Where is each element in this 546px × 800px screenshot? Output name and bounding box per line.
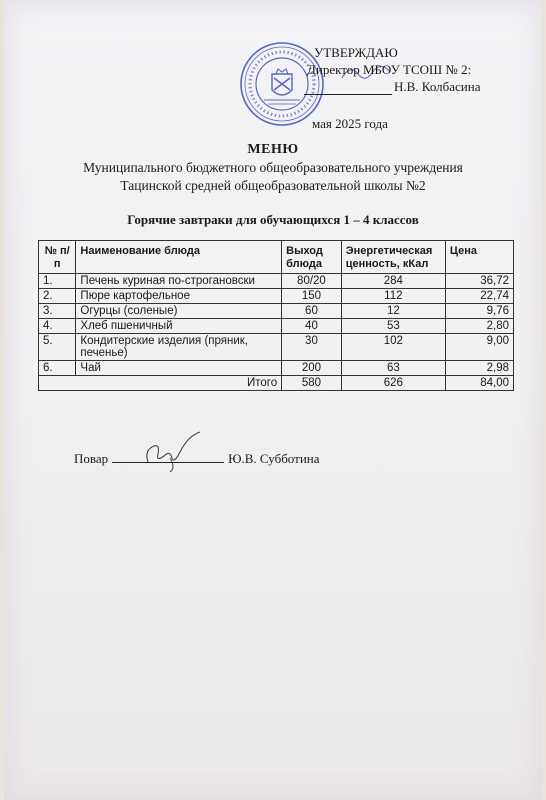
total-price: 84,00 bbox=[445, 376, 513, 391]
document-page bbox=[4, 0, 542, 800]
approval-position: Директор МБОУ ТСОШ № 2: bbox=[307, 62, 472, 77]
org-name-line-1: Муниципального бюджетного общеобразовательного учреждения bbox=[83, 160, 463, 175]
cook-signature-line bbox=[112, 450, 224, 463]
total-output: 580 bbox=[282, 376, 342, 391]
row-output: 30 bbox=[282, 334, 342, 361]
table-row bbox=[39, 319, 514, 334]
row-num: 6. bbox=[39, 361, 76, 376]
row-output: 40 bbox=[282, 319, 342, 334]
row-name: Печень куриная по-строгановски bbox=[76, 274, 282, 289]
row-energy: 284 bbox=[341, 274, 445, 289]
total-label: Итого bbox=[39, 376, 282, 391]
signature-underline bbox=[304, 94, 392, 95]
approval-date: мая 2025 года bbox=[312, 116, 388, 131]
row-price: 36,72 bbox=[445, 274, 513, 289]
table-row bbox=[39, 334, 514, 361]
header-price: Цена bbox=[445, 241, 513, 274]
table-row bbox=[39, 361, 514, 376]
table-row bbox=[39, 304, 514, 319]
header-num: № п/п bbox=[39, 241, 76, 274]
cook-signature-block bbox=[74, 450, 320, 467]
approval-block bbox=[304, 44, 524, 132]
row-price: 2,80 bbox=[445, 319, 513, 334]
table-row bbox=[39, 274, 514, 289]
row-num: 1. bbox=[39, 274, 76, 289]
cook-name: Ю.В. Субботина bbox=[228, 451, 320, 466]
row-name: Пюре картофельное bbox=[76, 289, 282, 304]
row-num: 2. bbox=[39, 289, 76, 304]
menu-table bbox=[38, 240, 514, 391]
row-price: 2,98 bbox=[445, 361, 513, 376]
row-price: 9,00 bbox=[445, 334, 513, 361]
row-output: 200 bbox=[282, 361, 342, 376]
row-output: 150 bbox=[282, 289, 342, 304]
approval-heading: УТВЕРЖДАЮ bbox=[314, 45, 398, 60]
row-output: 60 bbox=[282, 304, 342, 319]
header-name: Наименование блюда bbox=[76, 241, 282, 274]
row-price: 9,76 bbox=[445, 304, 513, 319]
header-energy: Энергетическая ценность, кКал bbox=[341, 241, 445, 274]
menu-subtitle: Горячие завтраки для обучающихся 1 – 4 классов bbox=[127, 212, 419, 227]
table-row bbox=[39, 289, 514, 304]
row-energy: 102 bbox=[341, 334, 445, 361]
cook-label: Повар bbox=[74, 451, 109, 466]
row-num: 3. bbox=[39, 304, 76, 319]
total-row bbox=[39, 376, 514, 391]
page-title: МЕНЮ bbox=[247, 142, 299, 157]
total-energy: 626 bbox=[341, 376, 445, 391]
row-energy: 53 bbox=[341, 319, 445, 334]
approval-signature-line bbox=[304, 78, 524, 95]
row-name: Огурцы (соленые) bbox=[76, 304, 282, 319]
row-price: 22,74 bbox=[445, 289, 513, 304]
director-name: Н.В. Колбасина bbox=[394, 79, 481, 94]
row-num: 4. bbox=[39, 319, 76, 334]
row-name: Кондитерские изделия (пряник, печенье) bbox=[76, 334, 282, 361]
row-energy: 63 bbox=[341, 361, 445, 376]
table-header-row bbox=[39, 241, 514, 274]
row-output: 80/20 bbox=[282, 274, 342, 289]
row-energy: 112 bbox=[341, 289, 445, 304]
org-name-line-2: Тацинской средней общеобразовательной школы №2 bbox=[120, 178, 426, 193]
header-output: Выход блюда bbox=[282, 241, 342, 274]
row-name: Чай bbox=[76, 361, 282, 376]
row-num: 5. bbox=[39, 334, 76, 361]
row-energy: 12 bbox=[341, 304, 445, 319]
row-name: Хлеб пшеничный bbox=[76, 319, 282, 334]
